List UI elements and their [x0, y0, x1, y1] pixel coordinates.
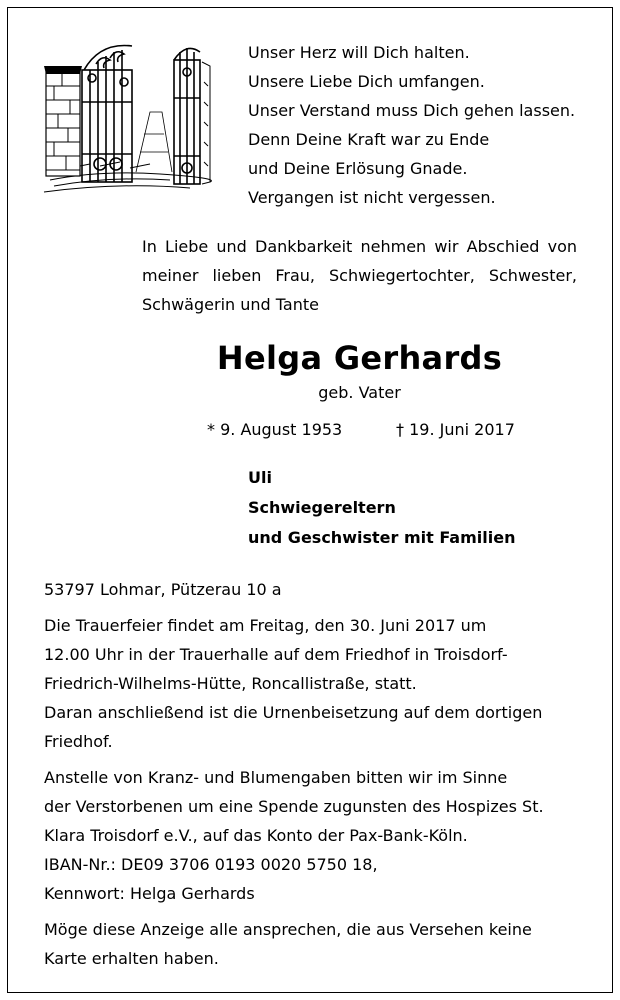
poem-line: und Deine Erlösung Gnade. — [248, 159, 468, 178]
donation-line: der Verstorbenen um eine Spende zugunsten des Hospizes St. — [44, 797, 544, 816]
donation-line: Klara Troisdorf e.V., auf das Konto der Pax-Bank-Köln. — [44, 826, 468, 845]
donation-line: Anstelle von Kranz- und Blumengaben bitten wir im Sinne — [44, 768, 508, 787]
intro-line: In Liebe und Dankbarkeit nehmen wir Abschied von — [142, 237, 577, 256]
poem — [248, 38, 593, 212]
intro-line: Schwägerin und Tante — [142, 295, 319, 314]
mourners-list — [248, 463, 515, 553]
poem-line: Denn Deine Kraft war zu Ende — [248, 130, 490, 149]
family-address: 53797 Lohmar, Pützerau 10 a — [44, 580, 282, 599]
funeral-line: Friedrich-Wilhelms-Hütte, Roncallistraße, statt. — [44, 674, 417, 693]
garden-gate-illustration — [40, 42, 212, 194]
maiden-name: geb. Vater — [318, 383, 401, 402]
donation-line: IBAN-Nr.: DE09 3706 0193 0020 5750 18, — [44, 855, 378, 874]
closing-line: Karte erhalten haben. — [44, 949, 219, 968]
poem-line: Unsere Liebe Dich umfangen. — [248, 72, 485, 91]
notice-body — [44, 575, 584, 973]
funeral-line: Friedhof. — [44, 732, 113, 751]
death-date: † 19. Juni 2017 — [396, 420, 515, 439]
funeral-line: 12.00 Uhr in der Trauerhalle auf dem Friedhof in Troisdorf- — [44, 645, 508, 664]
mourner-line: Schwiegereltern — [248, 498, 396, 517]
birth-date: * 9. August 1953 — [207, 420, 343, 439]
mourner-line: Uli — [248, 468, 272, 487]
poem-line: Unser Herz will Dich halten. — [248, 43, 470, 62]
donation-line: Kennwort: Helga Gerhards — [44, 884, 255, 903]
funeral-line: Die Trauerfeier findet am Freitag, den 30. Juni 2017 um — [44, 616, 487, 635]
poem-line: Vergangen ist nicht vergessen. — [248, 188, 496, 207]
mourner-line: und Geschwister mit Familien — [248, 528, 516, 547]
funeral-line: Daran anschließend ist die Urnenbeisetzung auf dem dortigen — [44, 703, 543, 722]
donation-info — [44, 763, 584, 908]
deceased-name: Helga Gerhards — [216, 339, 503, 377]
closing-note — [44, 915, 584, 973]
poem-line: Unser Verstand muss Dich gehen lassen. — [248, 101, 576, 120]
funeral-info — [44, 611, 584, 756]
intro-line: meiner lieben Frau, Schwiegertochter, Schwester, — [142, 266, 577, 285]
closing-line: Möge diese Anzeige alle ansprechen, die aus Versehen keine — [44, 920, 532, 939]
farewell-intro — [142, 232, 577, 319]
